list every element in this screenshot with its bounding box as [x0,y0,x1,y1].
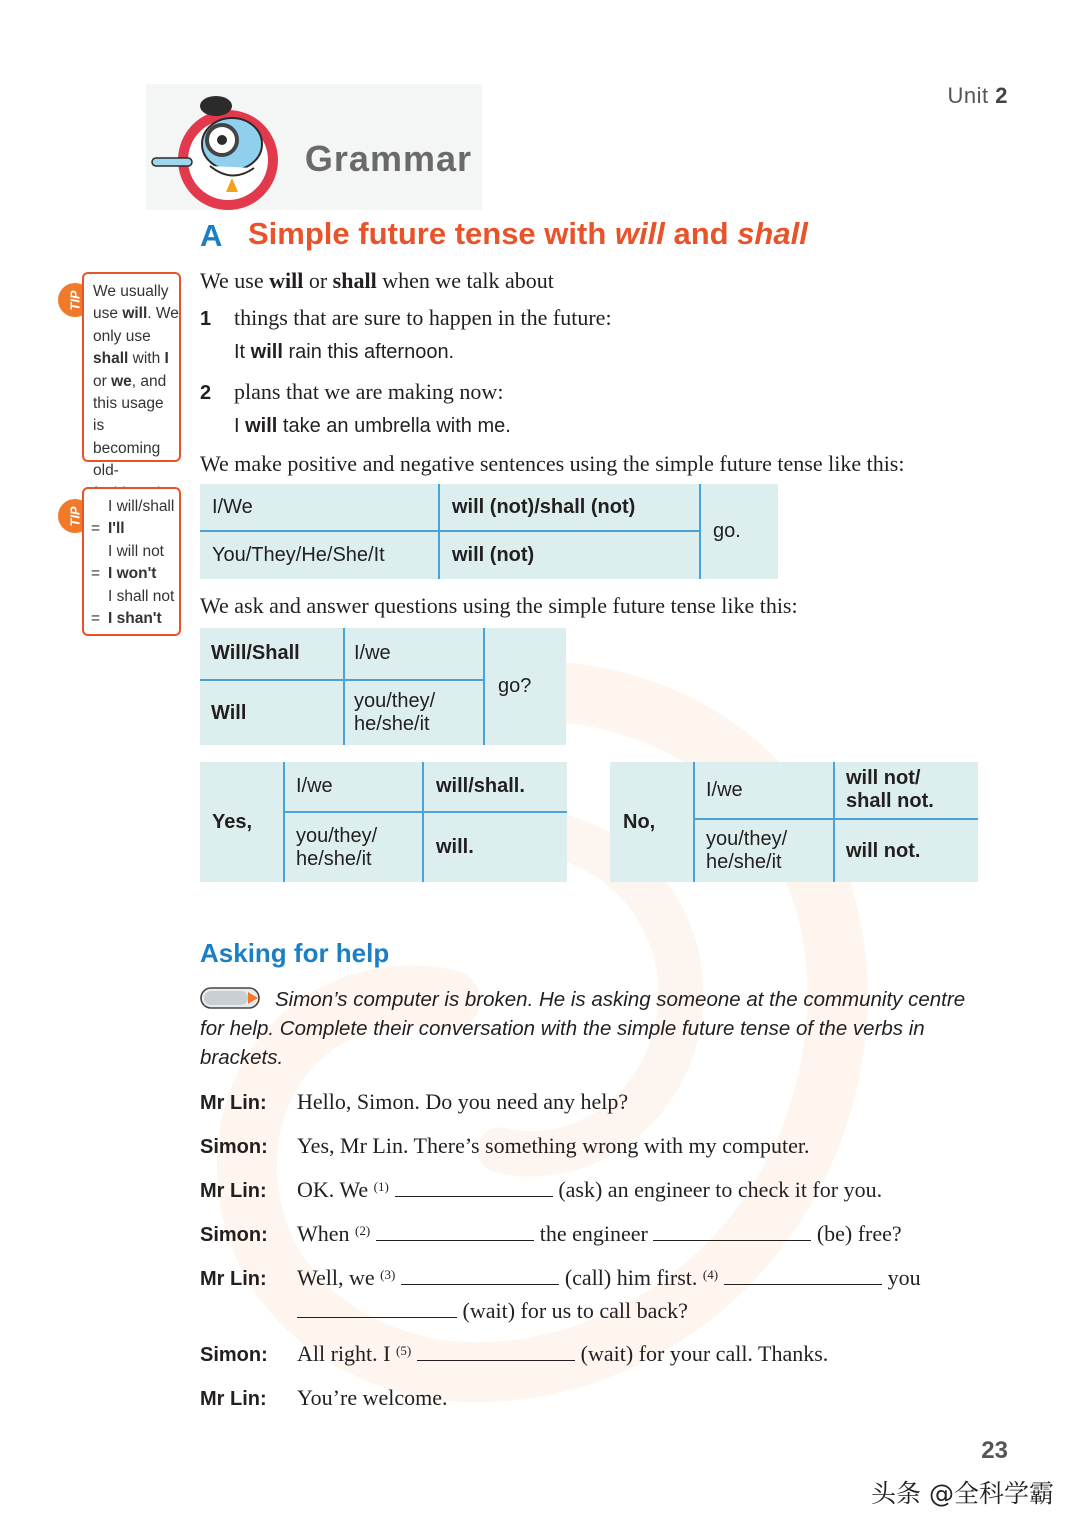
no-answers-table [610,762,978,882]
questions-intro: We ask and answer questions using the simple future tense like this: [200,593,798,618]
section-title [248,216,808,252]
verb-cell: will not. [846,839,921,862]
answer-cell: No, [623,810,656,833]
tip-line [93,348,179,370]
dialogue-line [297,1177,882,1203]
tip-keyword: I shan't [108,610,162,628]
tip-badge-label: TIP [67,505,83,527]
subject-cell [706,820,787,882]
subject-cell [354,681,435,745]
instruction-line: for help. Complete their conversation with the simple future tense of the verbs in [200,1017,925,1040]
list-item-text: things that are sure to happen in the future: [234,305,612,330]
example-text: rain this afternoon. [282,341,455,363]
section-title-part: Simple future tense with [248,216,615,251]
dialogue-line: Yes, Mr Lin. There’s something wrong with my computer. [297,1133,810,1158]
subject-text: he/she/it [706,851,782,873]
table-divider [693,762,695,882]
intro-line [200,268,554,294]
speaker-label: Mr Lin: [200,1388,267,1410]
verb-text: shall not. [846,790,934,812]
subject-cell: I/we [296,775,333,797]
list-number: 1 [200,308,212,330]
table-divider [483,628,485,745]
dialogue-line-continued [297,1298,688,1324]
speaker-label: Simon: [200,1344,268,1366]
asking-for-help-heading: Asking for help [200,938,390,968]
dialogue-line: You’re welcome. [297,1385,448,1410]
tip-line [91,541,179,563]
blank-number: (3) [380,1267,396,1282]
tip-badge-label: TIP [67,289,83,311]
example-sentence [234,341,454,364]
intro-text: We use [200,268,270,293]
tip-text: I will not [108,542,164,560]
dialogue-text: Well, we [297,1265,375,1290]
instruction-line: brackets. [200,1046,284,1069]
dialogue-line [297,1221,902,1247]
example-keyword: will [245,415,278,437]
verb-text: will not/ [846,767,921,789]
questions-table [200,628,566,745]
intro-keyword: shall [332,268,377,293]
example-text: It [234,341,251,363]
tip-text: , and [131,372,167,390]
verb-cell [846,762,934,818]
tip-equals [91,541,108,563]
subject-text: you/they/ [354,690,436,712]
table-divider [343,628,345,745]
speaker-label: Mr Lin: [200,1092,267,1114]
tip-line [91,563,179,585]
tip-equals: = [91,565,101,583]
dialogue-text: When [297,1221,350,1246]
subject-cell [296,813,377,882]
verb-cell: will/shall. [436,775,525,797]
dialogue-text: (call) him first. [564,1265,698,1290]
tip-line [91,496,179,518]
dialogue-text: (wait) for us to call back? [462,1298,688,1323]
example-keyword: will [250,341,283,363]
intro-keyword: will [269,268,304,293]
unit-number: 2 [995,83,1008,108]
answer-blank-3[interactable] [401,1266,559,1285]
subject-cell: I/We [212,495,253,518]
answer-blank-4a[interactable] [724,1266,882,1285]
dialogue-text: (be) free? [816,1221,902,1246]
verb-cell: will. [436,836,474,858]
subject-text: you/they/ [706,828,788,850]
speaker-label: Simon: [200,1136,268,1158]
section-title-will: will [614,216,665,251]
tip-equals: = [91,610,101,628]
table-divider [422,762,424,882]
tip-keyword: we [111,372,132,390]
subject-cell: I/we [706,778,743,801]
blank-number: (1) [373,1179,389,1194]
unit-label [948,83,1009,109]
statements-table [200,484,778,579]
speaker-label: Simon: [200,1224,268,1246]
table-divider [283,762,285,882]
blank-number: (5) [396,1343,412,1358]
instruction-line: Simon’s computer is broken. He is asking someone at the community centre [275,988,966,1011]
dialogue-text: (wait) for your call. Thanks. [580,1341,829,1366]
answer-blank-2b[interactable] [653,1222,811,1241]
tip-keyword: shall [93,350,129,368]
tip-line [93,371,179,393]
verb-cell: will (not)/shall (not) [452,495,636,518]
example-text: I [234,415,246,437]
tip-keyword: will [122,305,148,323]
intro-text: when we talk about [376,268,554,293]
dialogue-text: the engineer [539,1221,648,1246]
dialogue-line: Hello, Simon. Do you need any help? [297,1089,629,1114]
audio-play-icon[interactable] [200,986,260,1010]
answer-blank-2a[interactable] [376,1222,534,1241]
blank-number: (4) [702,1267,719,1282]
answer-cell: Yes, [212,810,253,833]
tip-box-contractions [82,487,181,636]
tip-line [93,303,179,325]
tip-equals [91,496,108,518]
subject-cell: You/They/He/She/It [212,544,385,566]
dialogue-text: OK. We [297,1177,369,1202]
tip-line: this usage is [93,395,164,435]
tip-keyword: I won't [108,565,157,583]
auxiliary-cell: Will [211,701,247,724]
dialogue-line [297,1265,921,1291]
intro-text: or [303,268,333,293]
table-divider [833,762,835,882]
tip-text: use [93,305,123,323]
tip-line: becoming [93,439,161,457]
table-divider [699,484,701,579]
tip-text: with [128,350,165,368]
tip-equals [91,586,108,608]
answer-blank-4b[interactable] [297,1299,457,1318]
answer-blank-1[interactable] [395,1178,553,1197]
answer-blank-5[interactable] [417,1342,575,1361]
tip-text: or [93,372,112,390]
dialogue-text: (ask) an engineer to check it for you. [558,1177,883,1202]
section-title-shall: shall [737,216,808,251]
grammar-title: Grammar [304,138,472,179]
subject-text: he/she/it [354,713,430,735]
auxiliary-cell: Will/Shall [211,642,300,664]
speaker-label: Mr Lin: [200,1180,267,1202]
dialogue-text: All right. I [297,1341,391,1366]
list-item-text: plans that we are making now: [234,379,504,404]
tip-text: I shall not [108,587,175,605]
tip-box-will-shall-usage [82,272,181,480]
tip-line: old- [93,462,119,480]
tip-line: only use [93,327,151,345]
yes-answers-table [200,762,567,882]
tip-line: We usually [93,283,169,300]
verb-cell: will (not) [452,544,535,566]
dialogue-text: you [887,1265,921,1290]
tip-text: . We [147,305,179,323]
tip-keyword: I [164,350,169,368]
main-verb-cell: go. [713,520,741,542]
subject-cell: I/we [354,642,391,664]
section-title-part: and [664,216,738,251]
subject-text: he/she/it [296,847,372,870]
example-text: take an umbrella with me. [277,415,511,437]
subject-text: you/they/ [296,824,378,847]
tip-text: I will/shall [108,498,175,515]
tip-equals: = [91,520,101,538]
source-watermark: 头条 @全科学霸 [871,1479,1054,1508]
tip-line [91,608,179,630]
speaker-label: Mr Lin: [200,1268,267,1290]
tip-keyword: I'll [108,520,125,538]
section-letter: A [200,218,223,253]
unit-word: Unit [947,83,989,108]
positive-negative-intro: We make positive and negative sentences using the simple future tense like this: [200,451,905,476]
list-number: 2 [200,382,212,404]
tip-line [91,586,179,608]
example-sentence [234,415,511,438]
blank-number: (2) [355,1223,371,1238]
main-verb-cell: go? [498,675,532,697]
page-number: 23 [981,1437,1008,1464]
dialogue-line [297,1341,828,1367]
tip-line [91,518,179,540]
